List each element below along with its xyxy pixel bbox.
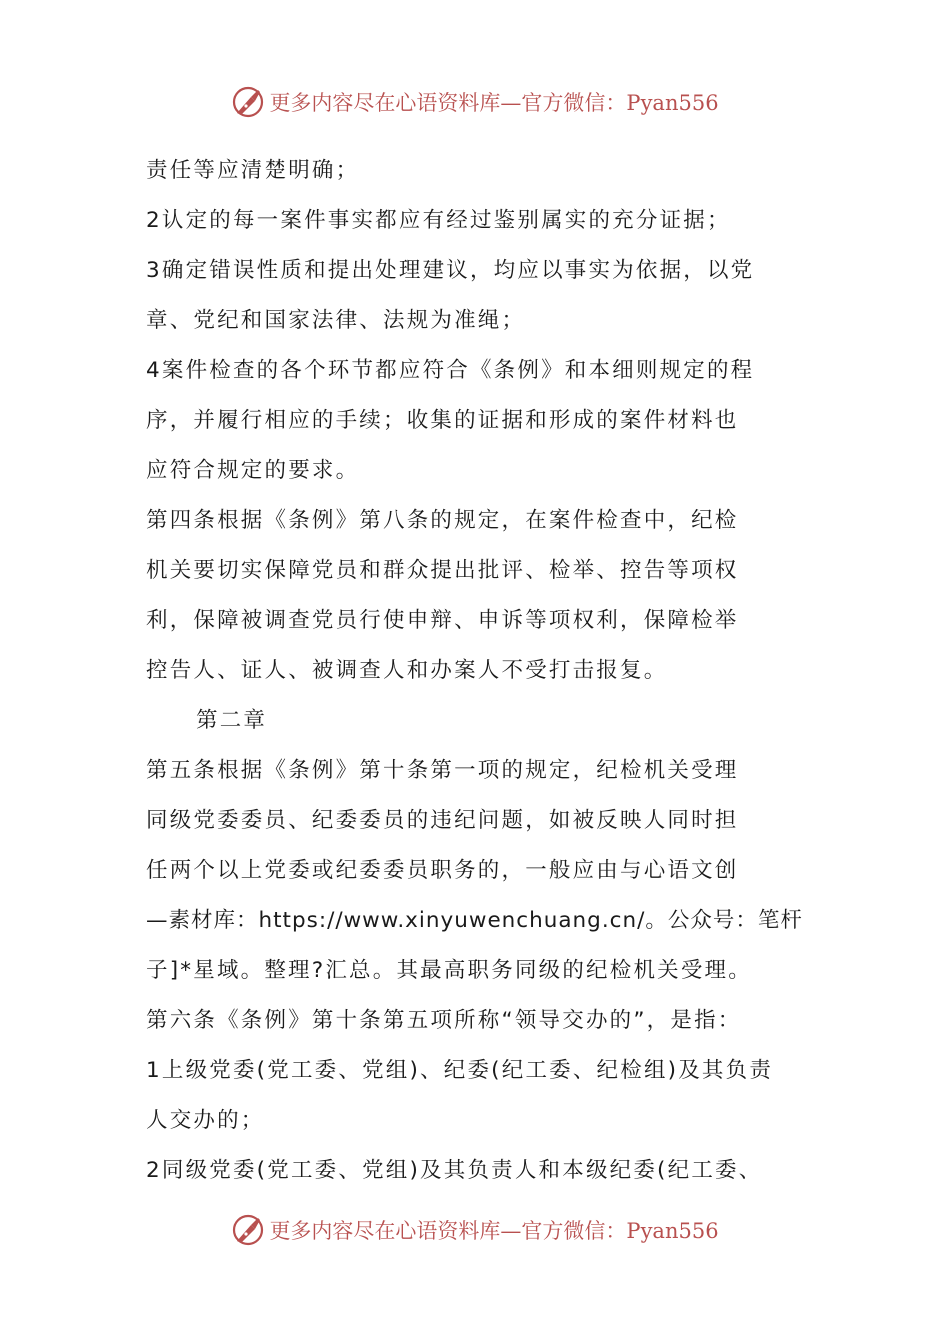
- pen-nib-logo-icon: [231, 1213, 265, 1247]
- body-line: 第四条根据《条例》第八条的规定，在案件检查中，纪检: [146, 508, 739, 533]
- body-line: 章、党纪和国家法律、法规为准绳；: [146, 308, 526, 333]
- body-line: 责任等应清楚明确；: [146, 158, 360, 183]
- body-line: 第六条《条例》第十条第五项所称“领导交办的”，是指：: [146, 1008, 742, 1033]
- body-line: 控告人、证人、被调查人和办案人不受打击报复。: [146, 658, 668, 683]
- body-line: 人交办的；: [146, 1108, 265, 1133]
- header-banner: [0, 82, 950, 122]
- body-line: 任两个以上党委或纪委委员职务的，一般应由与心语文创: [146, 858, 739, 883]
- document-body: [146, 146, 810, 1196]
- pen-nib-logo-icon: [231, 85, 265, 119]
- body-line: —素材库：https://www.xinyuwenchuang.cn/。公众号：笔杆: [146, 908, 803, 933]
- body-line: 4案件检查的各个环节都应符合《条例》和本细则规定的程: [146, 358, 755, 383]
- body-line: 子]*星域。整理?汇总。其最高职务同级的纪检机关受理。: [146, 958, 752, 983]
- body-line: 序，并履行相应的手续；收集的证据和形成的案件材料也: [146, 408, 739, 433]
- chapter-heading: 第二章: [196, 708, 268, 733]
- body-line: 同级党委委员、纪委委员的违纪问题，如被反映人同时担: [146, 808, 739, 833]
- body-line: 1上级党委(党工委、党组)、纪委(纪工委、纪检组)及其负责: [146, 1058, 774, 1083]
- footer-banner-text: 更多内容尽在心语资料库—官方微信：Pyan556: [269, 1219, 719, 1243]
- body-line: 机关要切实保障党员和群众提出批评、检举、控告等项权: [146, 558, 739, 583]
- body-line: 2同级党委(党工委、党组)及其负责人和本级纪委(纪工委、: [146, 1158, 763, 1183]
- body-line: 应符合规定的要求。: [146, 458, 360, 483]
- body-line: 2认定的每一案件事实都应有经过鉴别属实的充分证据；: [146, 208, 731, 233]
- footer-banner: [0, 1210, 950, 1250]
- body-line: 第五条根据《条例》第十条第一项的规定，纪检机关受理: [146, 758, 739, 783]
- body-line: 利，保障被调查党员行使申辩、申诉等项权利，保障检举: [146, 608, 739, 633]
- header-banner-text: 更多内容尽在心语资料库—官方微信：Pyan556: [269, 91, 719, 115]
- body-line: 3确定错误性质和提出处理建议，均应以事实为依据，以党: [146, 258, 755, 283]
